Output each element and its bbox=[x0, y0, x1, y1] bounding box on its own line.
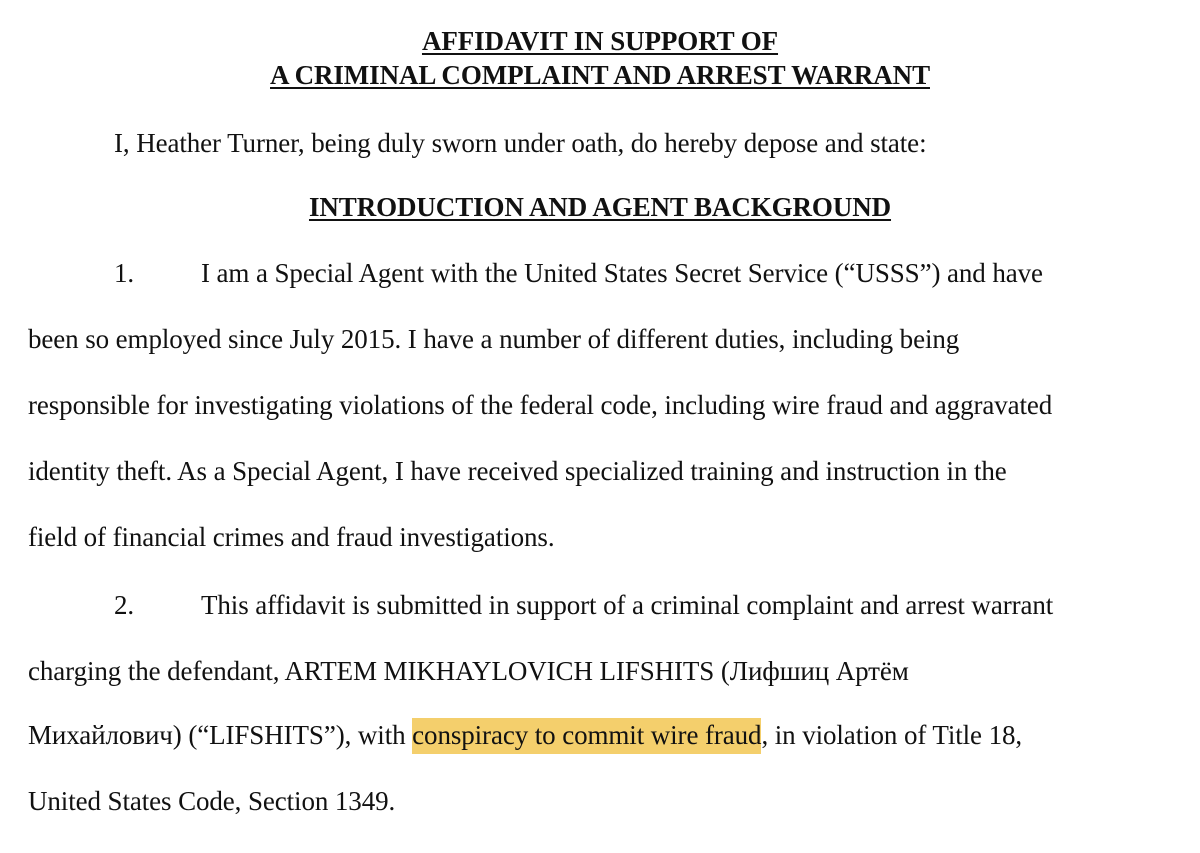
paragraph-2-line-3-after: , in violation of Title 18, bbox=[761, 720, 1023, 750]
paragraph-1-line-1: I am a Special Agent with the United States Secret Service (“USSS”) and have bbox=[201, 258, 1043, 288]
paragraph-1-number: 1. bbox=[114, 258, 135, 288]
paragraph-1-line-4: identity theft. As a Special Agent, I have received specialized training and instruction in the bbox=[28, 456, 1007, 486]
title-line-1: AFFIDAVIT IN SUPPORT OF bbox=[421, 26, 779, 56]
paragraph-2-line-3 bbox=[28, 718, 1022, 752]
paragraph-1-line-2: been so employed since July 2015. I have a number of different duties, including being bbox=[28, 324, 960, 354]
paragraph-2-line-2: charging the defendant, ARTEM MIKHAYLOVICH LIFSHITS (Лифшиц Артём bbox=[28, 656, 909, 686]
highlighted-charge: conspiracy to commit wire fraud bbox=[412, 718, 761, 754]
paragraph-1-line-3: responsible for investigating violations of the federal code, including wire fraud and aggravated bbox=[28, 390, 1053, 420]
paragraph-2-line-1: This affidavit is submitted in support of a criminal complaint and arrest warrant bbox=[201, 590, 1054, 620]
paragraph-2-line-3-before: Михайлович) (“LIFSHITS”), with bbox=[28, 720, 413, 750]
oath-statement: I, Heather Turner, being duly sworn under oath, do hereby depose and state: bbox=[114, 128, 927, 158]
title-line-2: A CRIMINAL COMPLAINT AND ARREST WARRANT bbox=[270, 60, 930, 90]
paragraph-2-line-4: United States Code, Section 1349. bbox=[28, 786, 396, 816]
paragraph-2-number: 2. bbox=[114, 590, 135, 620]
paragraph-1-line-5: field of financial crimes and fraud investigations. bbox=[28, 522, 555, 552]
section-heading: INTRODUCTION AND AGENT BACKGROUND bbox=[308, 192, 892, 222]
